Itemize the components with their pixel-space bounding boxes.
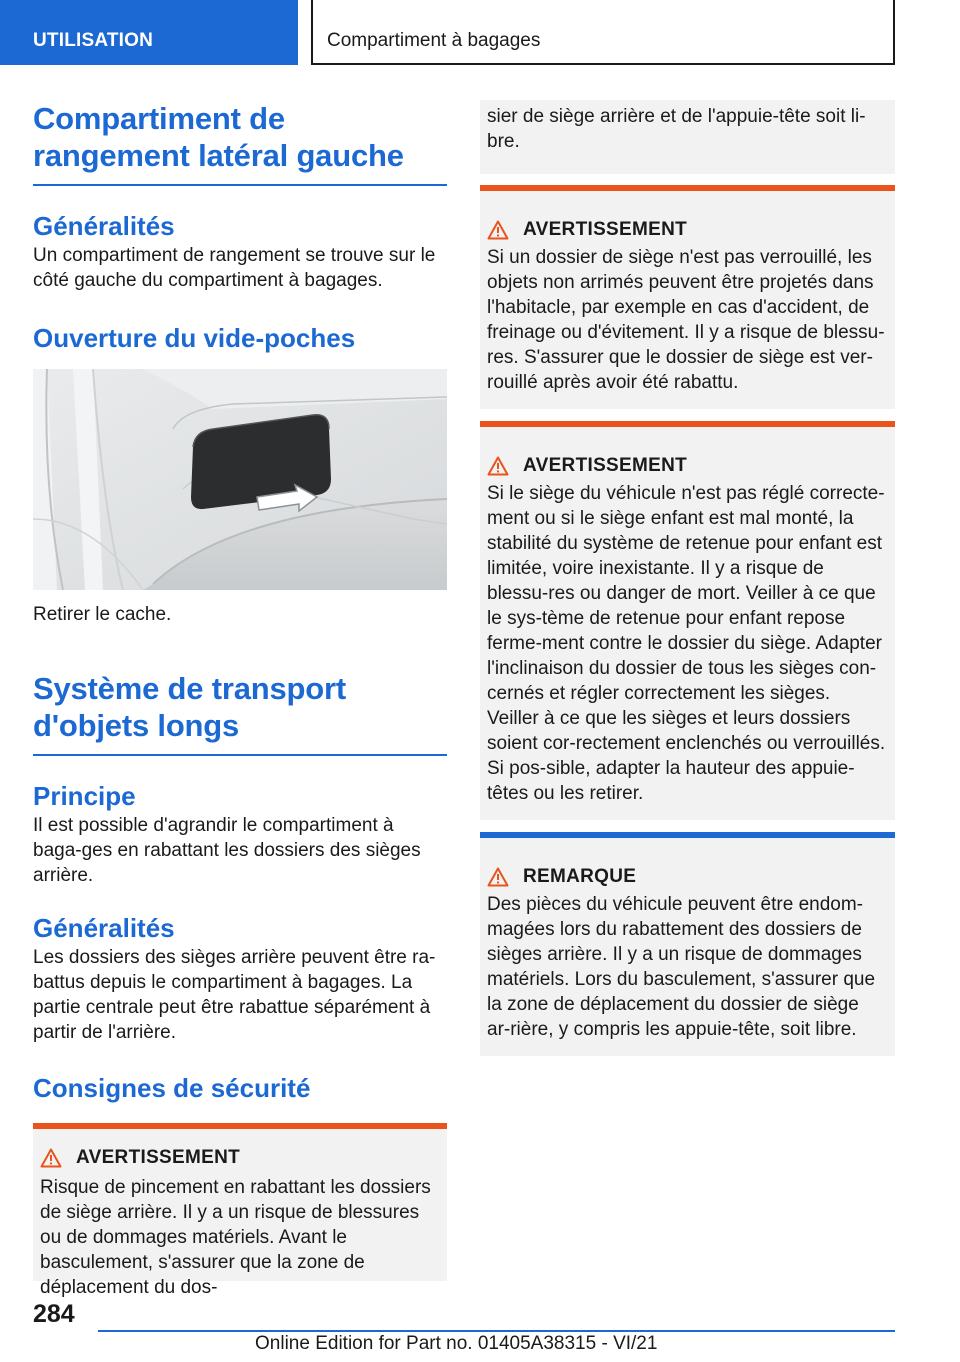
paragraph-principe: Il est possible d'agrandir le compartiment à baga-ges en rabattant les dossiers des sièges arrière. <box>33 815 421 886</box>
section-title-rule <box>33 184 447 186</box>
footer-edition: Online Edition for Part no. 01405A38315 - VI/21 <box>255 1333 658 1354</box>
warning-triangle-icon <box>487 456 509 476</box>
heading-consignes: Consignes de sécurité <box>33 1073 311 1103</box>
section-title-transport: Système de transport d'objets longs <box>33 671 346 743</box>
notice-text-damage: Des pièces du véhicule peuvent être endom-magées lors du rabattement des dossiers de sièges arrière. Il y a un risque de dommages matériels. Lors du basculement, s'assurer que la zone de déplacement du dossier de siège ar-rière, y compris les appuie-tête, soit libre. <box>487 894 876 1040</box>
warning-text-continued: sier de siège arrière et de l'appuie-tête soit li-bre. <box>487 106 866 152</box>
heading-principe: Principe <box>33 781 136 811</box>
right-column <box>480 100 895 1056</box>
heading-generalites: Généralités <box>33 211 175 241</box>
notice-title: REMARQUE <box>487 862 887 892</box>
footer-rule <box>98 1330 895 1332</box>
header-section-tab <box>0 0 298 65</box>
warning-triangle-icon <box>40 1148 62 1168</box>
warning-text-seat-unlocked: Si un dossier de siège n'est pas verrouillé, les objets non arrimés peuvent être projetés dans l'habitacle, par exemple en cas d'accident, de freinage ou d'évitement. Il y a risque de blessu-res. S'assurer que le dossier de siège est ver-rouillé après avoir été rabattu. <box>487 247 885 393</box>
section-title-rule-2 <box>33 754 447 756</box>
warning-title-2: AVERTISSEMENT <box>487 215 887 245</box>
header-chapter-box <box>311 0 895 65</box>
heading-ouverture: Ouverture du vide-poches <box>33 323 356 353</box>
left-column <box>33 100 447 1298</box>
warning-text-child-seat: Si le siège du véhicule n'est pas réglé correcte-ment ou si le siège enfant est mal monté, la stabilité du système de retenue pour enfant est limitée, voire inexistante. Il y a risque de blessu-res ou danger de mort. Veiller à ce que le sys-tème de retenue pour enfant repose ferme-ment contre le dossier du siège. Adapter l'inclinaison du dossier de tous les sièges con-cernés et régler correctement les sièges. Veiller à ce que les sièges et leurs dossiers soient cor-rectement enclenchés ou verrouillés. Si pos-sible, adapter la hauteur des appuie-têtes ou les retirer. <box>487 483 886 804</box>
trunk-side-panel-image <box>33 369 447 590</box>
paragraph-generalites-2: Les dossiers des sièges arrière peuvent être ra-battus depuis le compartiment à bagages. La partie centrale peut être rabattue séparément à partir de l'arrière. <box>33 947 436 1043</box>
page-number: 284 <box>33 1300 75 1328</box>
warning-text-pinch: Risque de pincement en rabattant les dossiers de siège arrière. Il y a un risque de blessures ou de dommages matériels. Avant le basculement, s'assurer que la zone de déplacement du dos- <box>40 1177 431 1298</box>
warning-title-3: AVERTISSEMENT <box>487 451 887 481</box>
warning-box-pinch-continued <box>480 100 895 174</box>
trunk-compartment-illustration <box>33 369 447 590</box>
section-title-compartiment: Compartiment de rangement latéral gauche <box>33 101 404 173</box>
warning-box-pinch <box>33 1123 447 1298</box>
warning-box-seat-unlocked <box>480 185 895 409</box>
warning-triangle-icon <box>487 867 509 887</box>
warning-title: AVERTISSEMENT <box>40 1143 439 1173</box>
figure-caption: Retirer le cache. <box>33 604 172 625</box>
paragraph-generalites: Un compartiment de rangement se trouve sur le côté gauche du compartiment à bagages. <box>33 245 436 291</box>
notice-box-damage <box>480 832 895 1056</box>
heading-generalites-2: Généralités <box>33 913 175 943</box>
warning-box-child-seat <box>480 421 895 820</box>
warning-triangle-icon <box>487 220 509 240</box>
header-chapter-label: Compartiment à bagages <box>327 30 541 51</box>
header-section-label: UTILISATION <box>33 30 154 51</box>
